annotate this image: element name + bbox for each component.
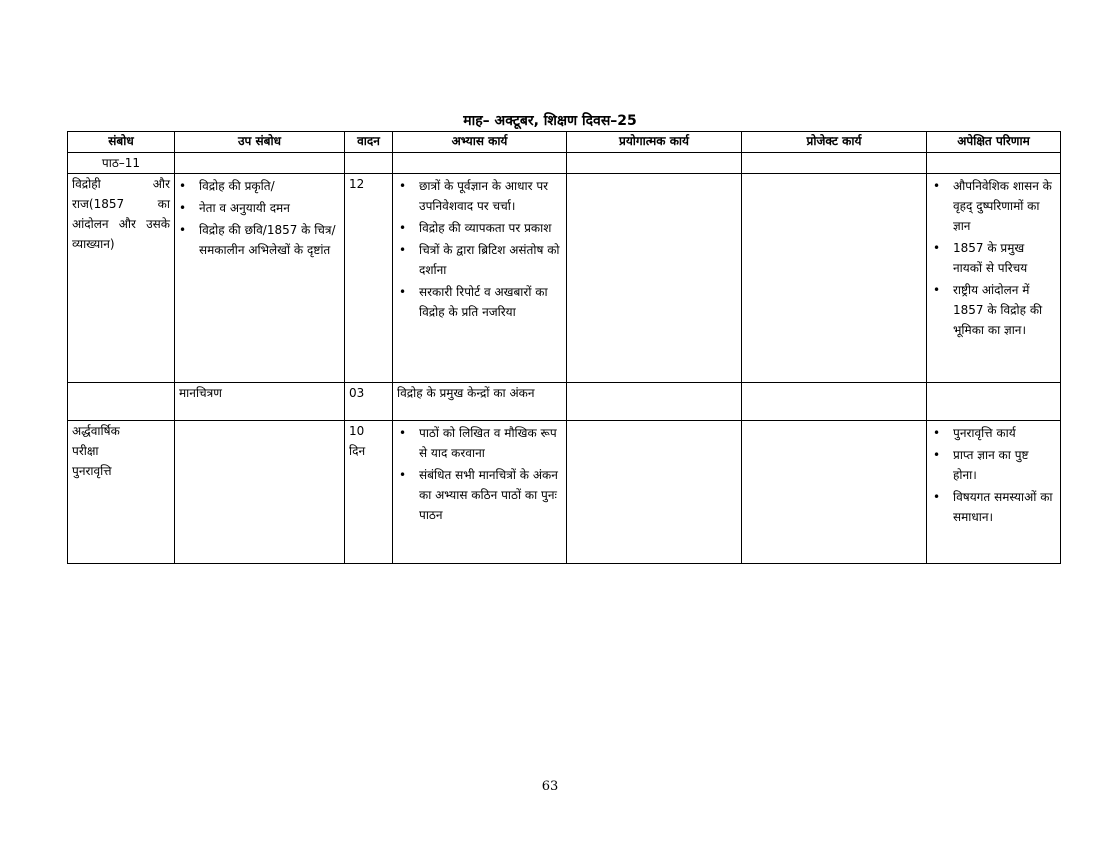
list-item: • सरकारी रिपोर्ट व अखबारों का विद्रोह के प्रति नजरिया [419, 282, 562, 322]
cell-sambodh [68, 421, 175, 564]
cell-project [742, 421, 927, 564]
sambodh-line: अर्द्धवार्षिक [72, 424, 120, 438]
list-item: • चित्रों के द्वारा ब्रिटिश असंतोष को दर्शाना [419, 240, 562, 280]
list-item: • 1857 के प्रमुख नायकों से परिचय [953, 238, 1056, 278]
page-number: 63 [541, 779, 559, 794]
cell-up-sambodh [175, 174, 345, 383]
table-row [68, 174, 1061, 383]
parinam-list [931, 176, 1056, 340]
cell-sambodh: विद्रोही और राज(1857 का आंदोलन और उसके व्याख्यान) [68, 174, 175, 383]
list-item: • पाठों को लिखित व मौखिक रूप से याद करवाना [419, 423, 562, 463]
column-header-sambodh: संबोध [68, 132, 175, 153]
up-sambodh-list [179, 176, 340, 260]
cell-prayogatmak [567, 174, 742, 383]
cell-project [742, 174, 927, 383]
cell-project [742, 153, 927, 174]
list-item: • प्राप्त ज्ञान का पुष्ट होना। [953, 445, 1056, 485]
cell-prayogatmak [567, 383, 742, 421]
list-item: • नेता व अनुयायी दमन [199, 198, 340, 218]
page-title: माह– अक्टूबर, शिक्षण दिवस–25 [463, 113, 637, 129]
cell-prayogatmak [567, 153, 742, 174]
column-header-vadan: वादन [345, 132, 393, 153]
list-item: • छात्रों के पूर्वज्ञान के आधार पर उपनिवेशवाद पर चर्चा। [419, 176, 562, 216]
column-header-up-sambodh: उप संबोध [175, 132, 345, 153]
cell-parinam [927, 153, 1061, 174]
cell-up-sambodh: मानचित्रण [175, 383, 345, 421]
cell-up-sambodh [175, 421, 345, 564]
column-header-abhyas: अभ्यास कार्य [393, 132, 567, 153]
cell-parinam [927, 383, 1061, 421]
cell-abhyas [393, 153, 567, 174]
vadan-line: दिन [349, 444, 366, 458]
column-header-prayogatmak: प्रयोगात्मक कार्य [567, 132, 742, 153]
list-item: • विद्रोह की प्रकृति/ [199, 176, 340, 196]
cell-sambodh [68, 383, 175, 421]
list-item: • विद्रोह की व्यापकता पर प्रकाश [419, 218, 562, 238]
abhyas-list [397, 176, 562, 322]
parinam-list [931, 423, 1056, 527]
cell-up-sambodh [175, 153, 345, 174]
cell-vadan [345, 153, 393, 174]
list-item: • औपनिवेशिक शासन के वृहद् दुष्परिणामों का ज्ञान [953, 176, 1056, 236]
cell-vadan: 12 [345, 174, 393, 383]
cell-project [742, 383, 927, 421]
cell-vadan: 03 [345, 383, 393, 421]
column-header-parinam: अपेक्षित परिणाम [927, 132, 1061, 153]
lesson-plan-table [67, 131, 1061, 564]
list-item: • राष्ट्रीय आंदोलन में 1857 के विद्रोह की भूमिका का ज्ञान। [953, 280, 1056, 340]
sambodh-line: पुनरावृत्ति [72, 464, 112, 478]
table-header-row [68, 132, 1061, 153]
table-row [68, 421, 1061, 564]
list-item: • पुनरावृत्ति कार्य [953, 423, 1056, 443]
cell-prayogatmak [567, 421, 742, 564]
cell-abhyas [393, 421, 567, 564]
list-item: • संबंधित सभी मानचित्रों के अंकन का अभ्यास कठिन पाठों का पुनः पाठन [419, 465, 562, 525]
cell-abhyas: विद्रोह के प्रमुख केन्द्रों का अंकन [393, 383, 567, 421]
cell-parinam [927, 421, 1061, 564]
cell-parinam [927, 174, 1061, 383]
column-header-project: प्रोजेक्ट कार्य [742, 132, 927, 153]
sambodh-line: परीक्षा [72, 444, 99, 458]
table-row [68, 383, 1061, 421]
table-row [68, 153, 1061, 174]
cell-vadan [345, 421, 393, 564]
vadan-line: 10 [349, 424, 365, 438]
abhyas-list [397, 423, 562, 525]
cell-abhyas [393, 174, 567, 383]
cell-sambodh: पाठ–11 [68, 153, 175, 174]
list-item: • विषयगत समस्याओं का समाधान। [953, 487, 1056, 527]
list-item: • विद्रोह की छवि/1857 के चित्र/समकालीन अभिलेखों के दृष्टांत [199, 220, 340, 260]
